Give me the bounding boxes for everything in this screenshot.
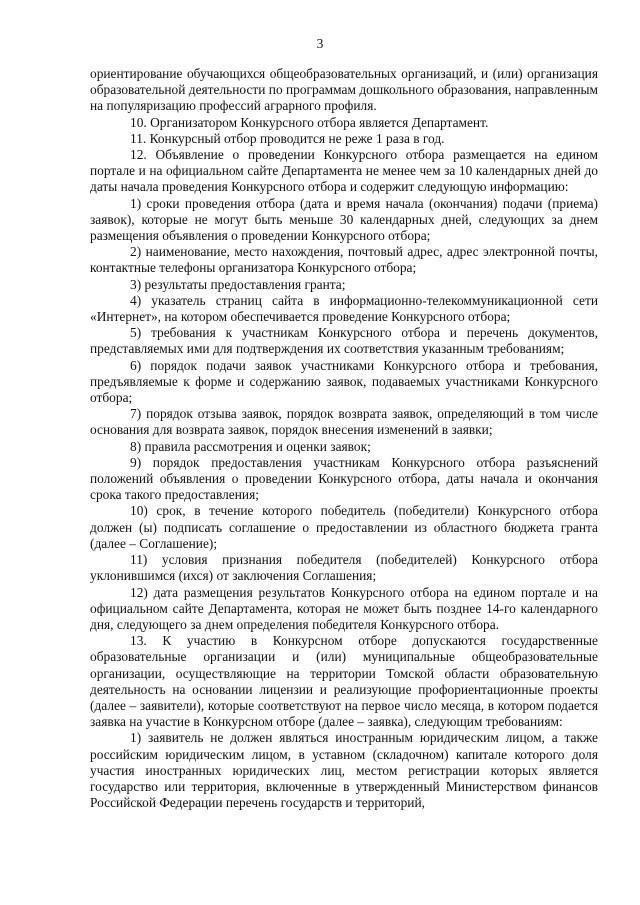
document-body	[90, 66, 598, 811]
paragraph: 12) дата размещения результатов Конкурсного отбора на едином портале и на официальном сайте Департамента, которая не может быть позднее 14-го календарного дня, следующего за днем определения победителя Конкурсного отбора.	[90, 584, 598, 632]
paragraph: 10) срок, в течение которого победитель (победители) Конкурсного отбора должен (ы) подписать соглашение о предоставлении из областного бюджета гранта (далее – Соглашение);	[90, 503, 598, 551]
paragraph: 1) заявитель не должен являться иностранным юридическим лицом, а также российским юридическим лицом, в уставном (складочном) капитале которого доля участия иностранных юридических лиц, местом регистрации которых является государство или территория, включенные в утвержденный Министерством финансов Российской Федерации перечень государств и территорий,	[90, 730, 598, 811]
paragraph: 9) порядок предоставления участникам Конкурсного отбора разъяснений положений объявления о проведении Конкурсного отбора, даты начала и окончания срока такого предоставления;	[90, 454, 598, 503]
page-number: 3	[316, 36, 324, 51]
paragraph: ориентирование обучающихся общеобразовательных организаций, и (или) организация образовательной деятельности по программам дошкольного образования, направленным на популяризацию профессий аграрного профиля.	[90, 66, 598, 114]
paragraph: 13. К участию в Конкурсном отборе допускаются государственные образовательные организации и (или) муниципальные общеобразовательные организации, осуществляющие на территории Томской области образовательную деятельность на основании лицензии и реализующие профориентационные проекты (далее – заявители), которые соответствуют на первое число месяца, в котором подается заявка на участие в Конкурсном отборе (далее – заявка), следующим требованиям:	[90, 633, 598, 730]
paragraph: 12. Объявление о проведении Конкурсного отбора размещается на едином портале и на официальном сайте Департамента не менее чем за 10 календарных дней до даты начала проведения Конкурсного отбора и содержит следующую информацию:	[90, 147, 598, 195]
paragraph: 5) требования к участникам Конкурсного отбора и перечень документов, представляемых ими для подтверждения их соответствия указанным требованиям;	[90, 325, 598, 357]
paragraph: 7) порядок отзыва заявок, порядок возврата заявок, определяющий в том числе основания для возврата заявок, порядок внесения изменений в заявки;	[90, 406, 598, 438]
paragraph: 11. Конкурсный отбор проводится не реже 1 раза в год.	[130, 130, 445, 146]
paragraph: 1) сроки проведения отбора (дата и время начала (окончания) подачи (приема) заявок), которые не могут быть меньше 30 календарных дней, следующих за днем размещения объявления о проведении Конкурсного отбора;	[90, 195, 598, 244]
paragraph: 3) результаты предоставления гранта;	[130, 276, 346, 292]
paragraph: 10. Организатором Конкурсного отбора является Департамент.	[130, 114, 489, 130]
paragraph: 4) указатель страниц сайта в информационно-телекоммуникационной сети «Интернет», на котором обеспечивается проведение Конкурсного отбора;	[90, 292, 598, 325]
paragraph: 2) наименование, место нахождения, почтовый адрес, адрес электронной почты, контактные телефоны организатора Конкурсного отбора;	[90, 244, 598, 276]
paragraph: 11) условия признания победителя (победителей) Конкурсного отбора уклонившимся (ихся) от заключения Соглашения;	[90, 552, 598, 584]
paragraph: 8) правила рассмотрения и оценки заявок;	[130, 438, 371, 454]
paragraph: 6) порядок подачи заявок участниками Конкурсного отбора и требования, предъявляемые к форме и содержанию заявок, подаваемых участниками Конкурсного отбора;	[90, 357, 598, 406]
